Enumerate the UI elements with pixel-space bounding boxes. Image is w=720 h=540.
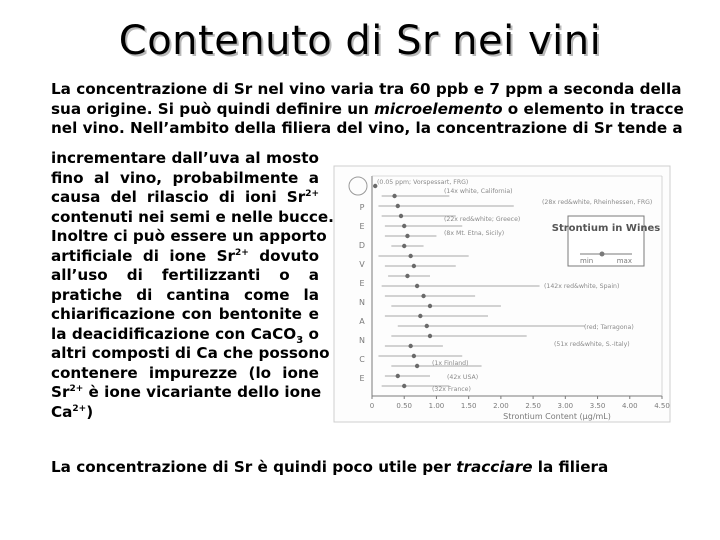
text-line-7: contenuti nei semi e nelle bucce. bbox=[51, 207, 334, 226]
text-line-2: sua origine. Si può quindi definire un microelemento o elemento in tracce bbox=[51, 99, 684, 118]
data-point bbox=[425, 324, 429, 328]
chart-svg bbox=[332, 164, 672, 424]
x-tick-label: 0.50 bbox=[396, 402, 413, 410]
chart-annotation: (14x white, California) bbox=[444, 188, 513, 195]
chart-annotation: (red; Tarragona) bbox=[584, 324, 634, 331]
y-category-letter: E bbox=[359, 279, 365, 288]
x-axis-label: Strontium Content (µg/mL) bbox=[503, 412, 611, 421]
intro-paragraph bbox=[51, 80, 684, 139]
text-line-12: chiarificazione con bentonite e bbox=[51, 305, 319, 323]
text-line-15: contenere impurezze (lo ione bbox=[51, 363, 319, 382]
data-point bbox=[412, 354, 416, 358]
text-line-3: nel vino. Nell’ambito della filiera del vino, la concentrazione di Sr tende a bbox=[51, 119, 683, 137]
slide-title: Contenuto di Sr nei vini bbox=[118, 18, 602, 64]
text-line-14: altri composti di Ca che possono bbox=[51, 344, 330, 362]
conclusion-line: La concentrazione di Sr è quindi poco utile per tracciare la filiera bbox=[51, 458, 609, 476]
chart-annotation: (51x red&white, S.-Italy) bbox=[554, 341, 630, 348]
legend-min-label: min bbox=[580, 257, 594, 265]
text-line-6: causa del rilascio di ioni $Sr^{2+}$ bbox=[51, 188, 319, 206]
x-tick-label: 3.00 bbox=[557, 402, 574, 410]
y-category-letter: D bbox=[358, 241, 366, 250]
tracciare-term: tracciare bbox=[456, 458, 533, 476]
data-point bbox=[399, 214, 403, 218]
y-category-letter: E bbox=[359, 374, 365, 383]
text-line-16: $Sr^{2+}$ è ione vicariante dello ione bbox=[51, 383, 322, 401]
data-point bbox=[412, 264, 416, 268]
chart-annotation: (0.05 ppm; Vorspessart, FRG) bbox=[377, 179, 469, 186]
data-point bbox=[408, 254, 412, 258]
data-point bbox=[418, 314, 422, 318]
data-point bbox=[408, 344, 412, 348]
x-tick-label: 0 bbox=[369, 402, 375, 410]
chart-annotation: (142x red&white, Spain) bbox=[544, 283, 620, 290]
y-category-letter: A bbox=[359, 317, 365, 326]
y-category-letter: P bbox=[359, 203, 365, 212]
data-point bbox=[415, 364, 419, 368]
data-point bbox=[421, 294, 425, 298]
chart-annotation: (42x USA) bbox=[447, 374, 479, 381]
x-tick-label: 3.50 bbox=[589, 402, 606, 410]
data-point bbox=[428, 334, 432, 338]
data-point bbox=[396, 204, 400, 208]
x-tick-label: 2.50 bbox=[525, 402, 541, 410]
x-tick-label: 4.50 bbox=[654, 402, 670, 410]
data-point bbox=[396, 374, 400, 378]
text-line-10: all’uso di fertilizzanti o a bbox=[51, 266, 319, 284]
data-point bbox=[428, 304, 432, 308]
text-line-13: la deacidificazione con CaCO$_3$ o bbox=[51, 324, 319, 346]
x-tick-label: 1.00 bbox=[428, 402, 445, 410]
chart-annotation: (22x red&white; Greece) bbox=[444, 216, 521, 223]
text-line-4: incrementare dall’uva al mosto bbox=[51, 149, 319, 167]
y-category-letter: V bbox=[359, 260, 365, 269]
legend-marker bbox=[600, 252, 605, 257]
chart-annotation: (8x Mt. Etna, Sicily) bbox=[444, 230, 505, 237]
data-point bbox=[405, 274, 409, 278]
chart-annotation: (28x red&white, Rheinhessen, FRG) bbox=[542, 199, 653, 206]
chart-annotation: (1x Finland) bbox=[432, 360, 469, 367]
left-column-paragraph bbox=[51, 149, 334, 422]
text-line-17: $Ca^{2+}$) bbox=[51, 402, 94, 421]
x-tick-label: 1.50 bbox=[460, 402, 477, 410]
text-line-1: La concentrazione di Sr nel vino varia tra 60 ppb e 7 ppm a seconda della bbox=[51, 80, 682, 98]
data-point bbox=[402, 244, 406, 248]
y-category-letter: E bbox=[359, 222, 365, 231]
strontium-chart bbox=[332, 164, 672, 424]
data-point bbox=[402, 384, 406, 388]
text-line-11: pratiche di cantina come la bbox=[51, 285, 319, 304]
chart-title: Strontium in Wines bbox=[551, 223, 661, 234]
text-line-9: artificiale di ione $Sr^{2+}$ dovuto bbox=[51, 246, 320, 265]
y-category-letter: N bbox=[359, 298, 365, 307]
x-tick-label: 2.00 bbox=[493, 402, 509, 410]
y-category-letter: C bbox=[359, 355, 365, 364]
chart-annotation: (32x France) bbox=[432, 386, 471, 393]
legend-max-label: max bbox=[616, 257, 632, 265]
data-point bbox=[402, 224, 406, 228]
text-line-5: fino al vino, probabilmente a bbox=[51, 168, 319, 187]
data-point bbox=[415, 284, 419, 288]
data-point bbox=[405, 234, 409, 238]
y-category-letter: N bbox=[359, 336, 365, 345]
data-point bbox=[392, 194, 396, 198]
microelemento-term: microelemento bbox=[374, 99, 503, 118]
x-tick-label: 4.00 bbox=[621, 402, 638, 410]
text-line-8: Inoltre ci può essere un apporto bbox=[51, 227, 327, 245]
